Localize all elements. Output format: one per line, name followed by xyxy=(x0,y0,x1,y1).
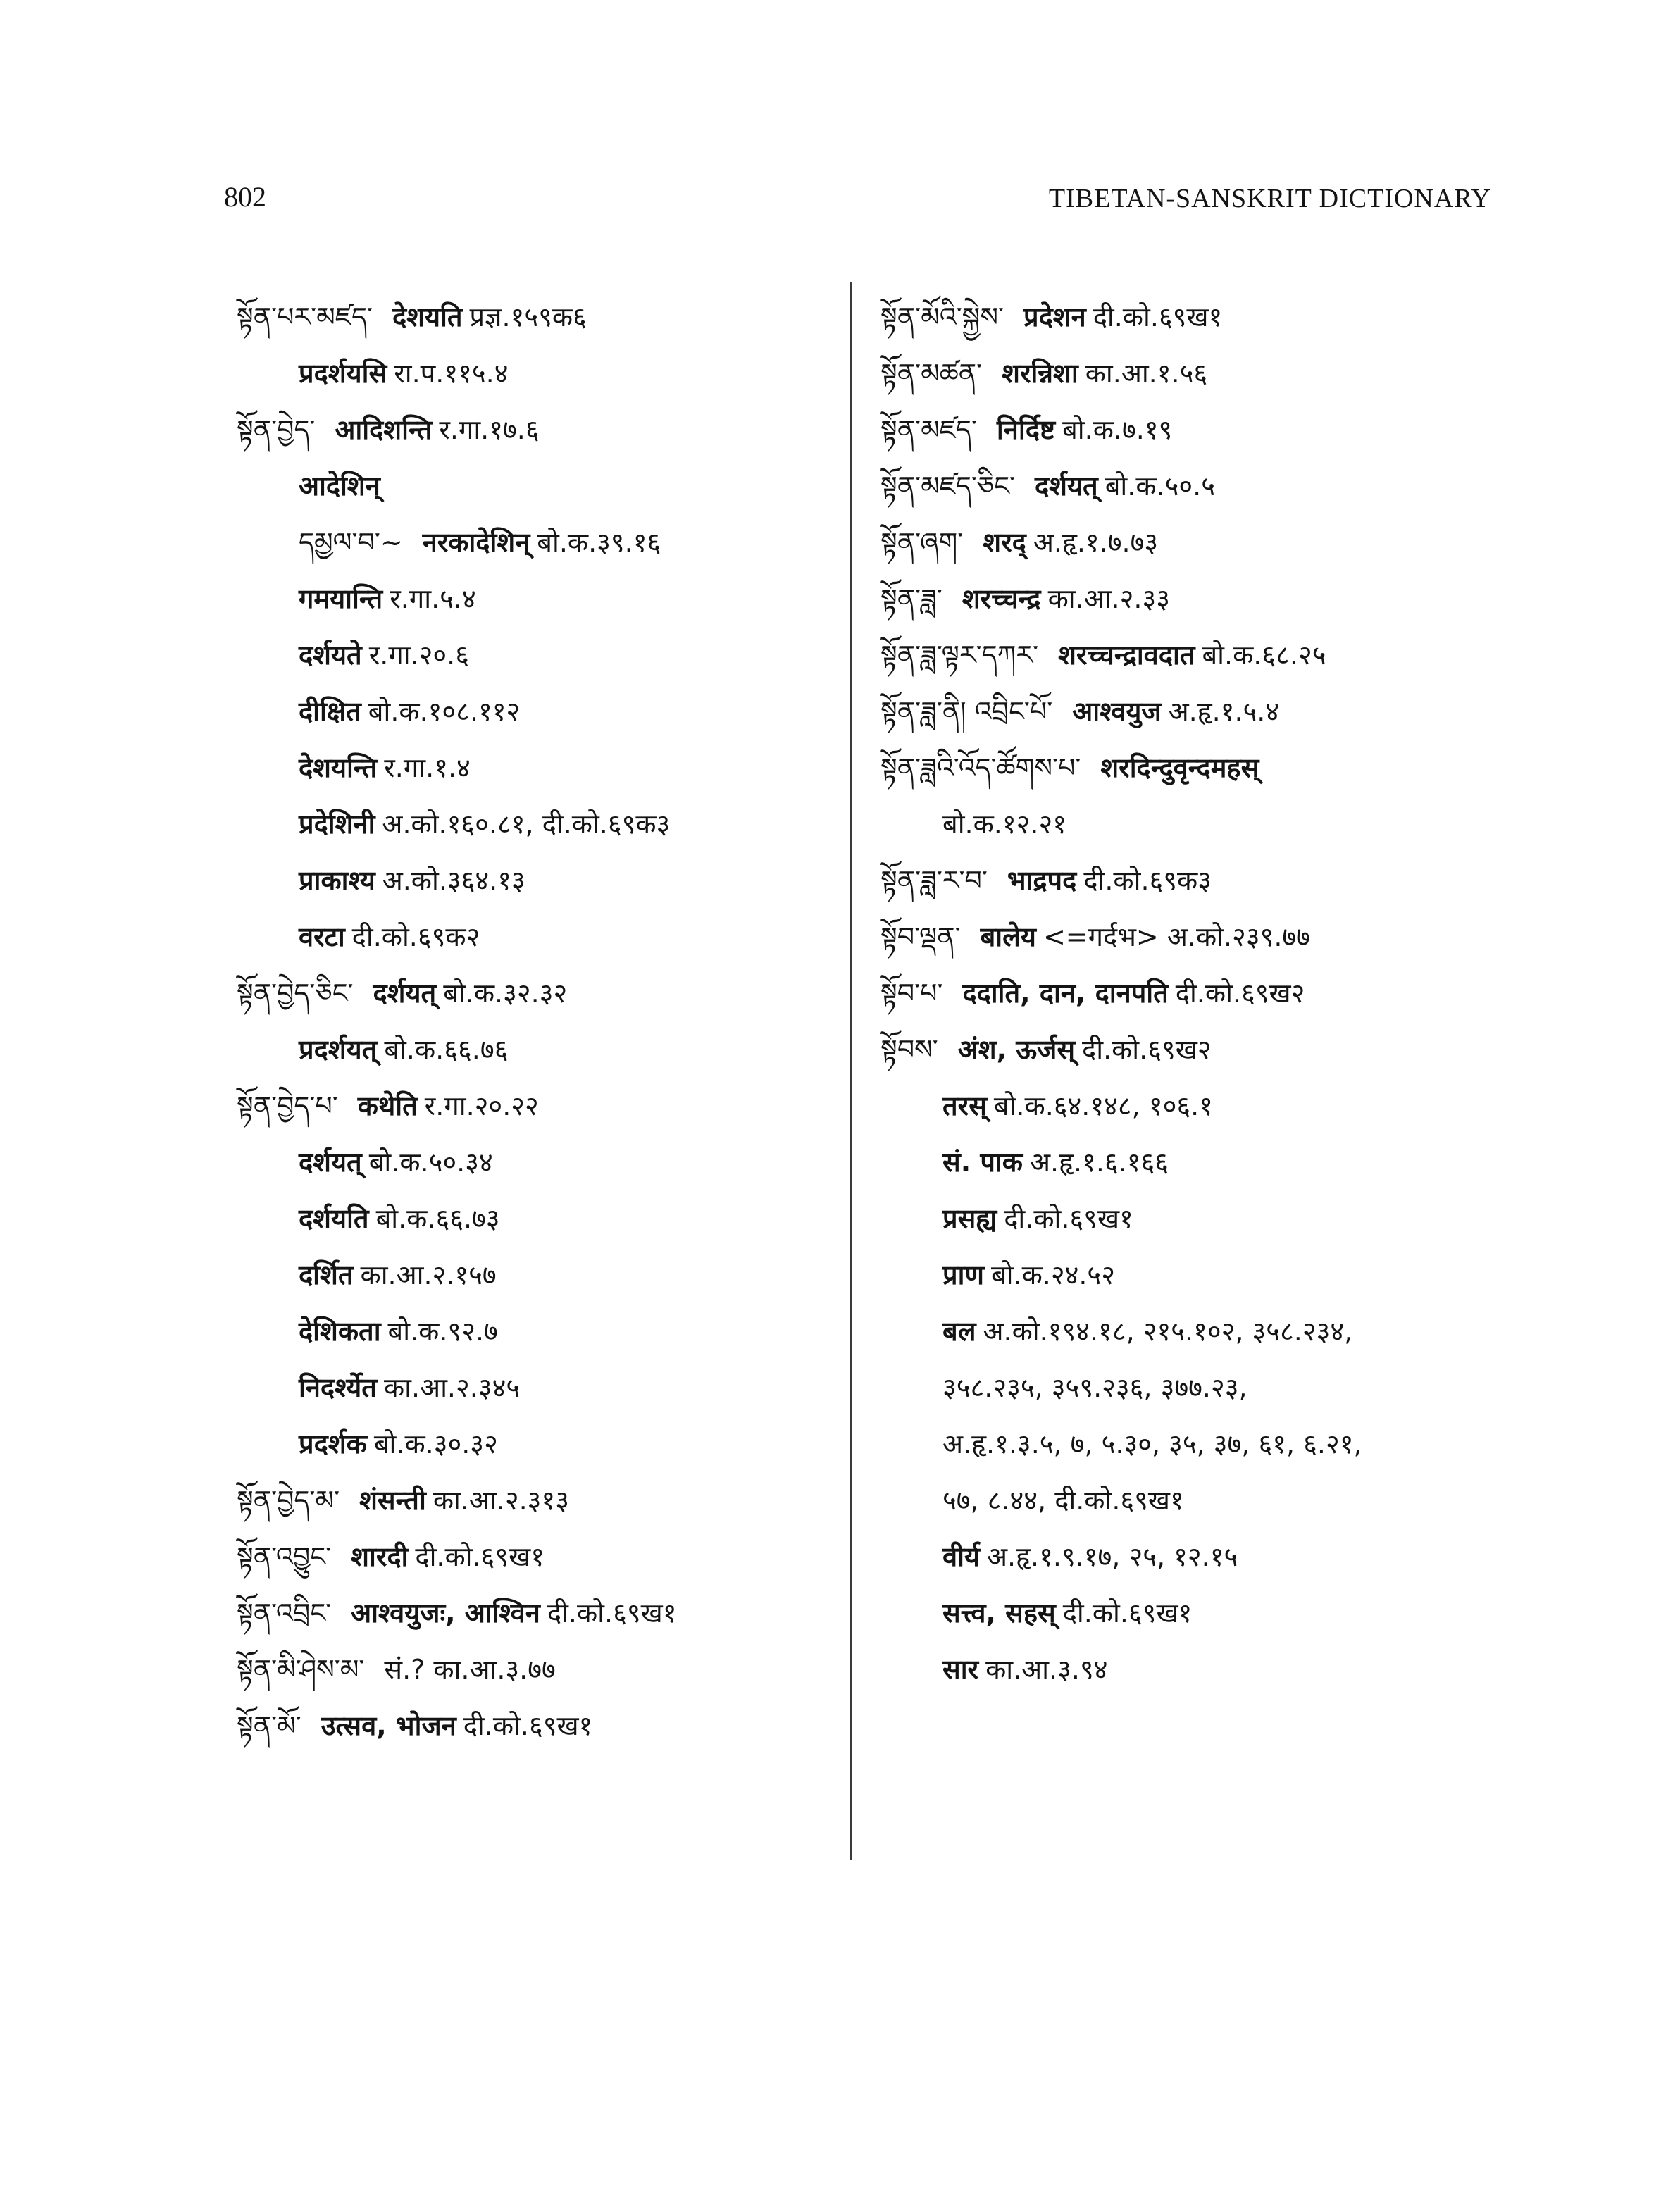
source-reference: दी.को.६९ख१ xyxy=(463,1710,593,1741)
dictionary-entry xyxy=(237,1359,842,1416)
tibetan-headword: སྟོན་བྱེད་ཅིང་ xyxy=(237,978,354,1009)
dictionary-entry xyxy=(237,965,842,1021)
source-reference: बो.क.६६.७६ xyxy=(384,1034,509,1065)
sanskrit-equivalent: प्रदेशन xyxy=(1023,301,1086,332)
tibetan-headword: སྟོན་མོའི་སྐྱེས་ xyxy=(881,301,1004,332)
tibetan-headword: སྟོན་འབྱུང་ xyxy=(237,1541,332,1572)
source-reference: र.गा.१७.६ xyxy=(439,414,540,445)
dictionary-entry xyxy=(881,289,1514,345)
dictionary-entry xyxy=(237,1641,842,1698)
dictionary-entry xyxy=(237,1529,842,1585)
source-reference: दी.को.६९ख१ xyxy=(1004,1203,1133,1234)
dictionary-entry xyxy=(237,796,842,852)
sanskrit-equivalent: सं. पाक xyxy=(942,1147,1023,1178)
dictionary-entry xyxy=(237,627,842,683)
sanskrit-equivalent: ददाति, दान, दानपति xyxy=(962,978,1169,1009)
running-title: TIBETAN-SANSKRIT DICTIONARY xyxy=(1048,184,1491,213)
source-reference: का.आ.२.३३ xyxy=(1047,583,1170,614)
source-reference: र.गा.५.४ xyxy=(390,583,476,614)
dictionary-entry xyxy=(881,965,1514,1021)
sanskrit-equivalent: दर्शयत् xyxy=(373,978,437,1009)
sanskrit-equivalent: प्रदर्शयत् xyxy=(299,1034,378,1065)
source-reference: <=गर्दभ> अ.को.२३९.७७ xyxy=(1043,921,1310,952)
dictionary-entry xyxy=(237,1416,842,1472)
sanskrit-equivalent: सार xyxy=(942,1654,979,1685)
sanskrit-equivalent: शारदी xyxy=(351,1541,409,1572)
dictionary-entry xyxy=(881,627,1514,683)
tibetan-headword: སྟོན་བྱེད་པ་ xyxy=(237,1090,338,1121)
dictionary-entry xyxy=(237,1134,842,1190)
source-reference: दी.को.६९ख१ xyxy=(547,1598,677,1629)
sanskrit-equivalent: दर्शयते xyxy=(299,640,362,671)
dictionary-entry xyxy=(237,852,842,909)
dictionary-entry xyxy=(881,1641,1514,1698)
sanskrit-equivalent: अंश, ऊर्जस् xyxy=(957,1034,1076,1065)
sanskrit-equivalent: बालेय xyxy=(980,921,1036,952)
sanskrit-equivalent: शरद् xyxy=(983,527,1026,558)
source-reference: रा.प.११५.४ xyxy=(394,358,509,389)
sanskrit-equivalent: प्रदेशिनी xyxy=(299,809,375,840)
tibetan-headword: སྟོབ་ལྡན་ xyxy=(881,921,961,952)
sanskrit-equivalent: आदेशिन् xyxy=(299,471,380,502)
sanskrit-equivalent: निर्दिष्ट xyxy=(996,414,1056,445)
tibetan-headword: སྟོན་ཟླ་ xyxy=(881,583,942,614)
dictionary-entry xyxy=(881,740,1514,796)
sanskrit-equivalent: देशयन्ति xyxy=(299,752,378,783)
dictionary-entry xyxy=(881,1190,1514,1247)
source-reference: अ.को.१६०.८१, दी.को.६९क३ xyxy=(382,809,671,840)
source-reference: का.आ.२.३४५ xyxy=(383,1372,521,1403)
source-reference: का.आ.३.९४ xyxy=(985,1654,1108,1685)
dictionary-entry xyxy=(881,1416,1514,1472)
sanskrit-equivalent: आश्वयुजः, आश्विन xyxy=(351,1598,540,1629)
dictionary-entry xyxy=(237,345,842,401)
source-reference: दी.को.६९क२ xyxy=(351,921,480,952)
source-reference: का.आ.२.३१३ xyxy=(433,1485,569,1516)
tibetan-headword: སྟོན་པར་མཛད་ xyxy=(237,301,373,332)
dictionary-entry xyxy=(881,1303,1514,1359)
column-divider xyxy=(850,282,852,1860)
source-reference: अ.हृ.१.५.४ xyxy=(1168,696,1280,727)
sanskrit-equivalent: दीक्षित xyxy=(299,696,361,727)
sanskrit-equivalent: नरकादेशिन् xyxy=(422,527,530,558)
sanskrit-equivalent: बल xyxy=(942,1316,976,1347)
tibetan-headword: སྟོན་ཟླ་ནི། འབྲིང་པོ་ xyxy=(881,696,1053,727)
sanskrit-equivalent: सत्त्व, सहस् xyxy=(942,1598,1056,1629)
source-reference: बो.क.६४.१४८, १०६.१ xyxy=(993,1090,1213,1121)
dictionary-entry xyxy=(881,401,1514,458)
sanskrit-equivalent: देशिकता xyxy=(299,1316,381,1347)
sanskrit-equivalent: शरन्निशा xyxy=(1002,358,1078,389)
sanskrit-equivalent: तरस् xyxy=(942,1090,987,1121)
source-reference: अ.को.१९४.१८, २१५.१०२, ३५८.२३४, xyxy=(983,1316,1353,1347)
sanskrit-equivalent: प्रदर्शयसि xyxy=(299,358,387,389)
source-reference: बो.क.३२.३२ xyxy=(443,978,568,1009)
tibetan-headword: སྟོབས་ xyxy=(881,1034,938,1065)
dictionary-entry xyxy=(237,1303,842,1359)
sanskrit-equivalent: दर्शित xyxy=(299,1259,354,1290)
tibetan-headword: སྟོན་མཚན་ xyxy=(881,358,983,389)
sanskrit-equivalent: शरदिन्दुवृन्दमहस् xyxy=(1100,752,1259,783)
sanskrit-equivalent: भाद्रपद xyxy=(1007,865,1077,896)
source-reference: दी.को.६९ख१ xyxy=(1062,1598,1193,1629)
source-reference: र.गा.२०.६ xyxy=(368,640,470,671)
source-reference: बो.क.६८.२५ xyxy=(1202,640,1326,671)
dictionary-entry xyxy=(881,345,1514,401)
dictionary-entry xyxy=(237,1190,842,1247)
sanskrit-equivalent: शरच्चन्द्रावदात xyxy=(1058,640,1195,671)
source-reference: दी.को.६९ख२ xyxy=(1175,978,1305,1009)
source-reference: का.आ.२.१५७ xyxy=(360,1259,497,1290)
left-column xyxy=(237,289,842,1754)
sanskrit-equivalent: आदिशन्ति xyxy=(335,414,433,445)
tibetan-headword: སྟོན་ཟླ་ལྟར་དཀར་ xyxy=(881,640,1039,671)
source-reference: र.गा.२०.२२ xyxy=(424,1090,539,1121)
sanskrit-equivalent: शंसन्ती xyxy=(359,1485,426,1516)
dictionary-entry xyxy=(237,1472,842,1529)
dictionary-entry xyxy=(237,514,842,571)
tibetan-headword: སྟོན་བྱེད་མ་ xyxy=(237,1485,340,1516)
tibetan-headword: སྟོན་མཛད་ xyxy=(881,414,977,445)
source-reference: का.आ.१.५६ xyxy=(1085,358,1208,389)
dictionary-entry xyxy=(881,1021,1514,1078)
source-reference: अ.हृ.१.९.१७, २५, १२.१५ xyxy=(987,1541,1238,1572)
tibetan-headword: སྟོན་མི་ཤེས་མ་ xyxy=(237,1654,365,1685)
dictionary-entry xyxy=(881,1078,1514,1134)
tibetan-headword: སྟོན་ཟླའི་འོད་ཚོགས་པ་ xyxy=(881,752,1081,783)
dictionary-entry xyxy=(881,571,1514,627)
dictionary-entry xyxy=(237,571,842,627)
source-reference: बो.क.७.१९ xyxy=(1062,414,1173,445)
tibetan-headword: སྟོན་བྱེད་ xyxy=(237,414,316,445)
sanskrit-equivalent: दर्शयति xyxy=(299,1203,369,1234)
dictionary-entry xyxy=(881,1247,1514,1303)
dictionary-entry xyxy=(881,796,1514,852)
source-reference: दी.को.६९ख१ xyxy=(415,1541,545,1572)
source-reference: बो.क.३०.३२ xyxy=(373,1428,498,1459)
dictionary-entry xyxy=(237,1247,842,1303)
source-reference: बो.क.५०.३४ xyxy=(368,1147,493,1178)
source-reference: बो.क.२४.५२ xyxy=(990,1259,1115,1290)
source-reference: ५७, ८.४४, दी.को.६९ख१ xyxy=(942,1485,1184,1516)
tibetan-headword: སྟོན་ཞག་ xyxy=(881,527,964,558)
dictionary-entry xyxy=(881,458,1514,514)
source-reference: प्रज्ञ.१५९क६ xyxy=(469,301,587,332)
source-reference: दी.को.६९ख१ xyxy=(1093,301,1223,332)
tibetan-headword: སྟོན་ཟླ་ར་བ་ xyxy=(881,865,988,896)
sanskrit-equivalent: प्राकाश्य xyxy=(299,865,375,896)
dictionary-entry xyxy=(237,1021,842,1078)
source-reference: बो.क.३९.१६ xyxy=(537,527,661,558)
tibetan-headword: དམྱལ་བ་~ xyxy=(299,527,403,558)
tibetan-headword: སྟོན་མཛད་ཅིང་ xyxy=(881,471,1015,502)
sanskrit-equivalent: दर्शयत् xyxy=(1035,471,1098,502)
dictionary-entry xyxy=(881,1134,1514,1190)
sanskrit-equivalent: वीर्य xyxy=(942,1541,981,1572)
dictionary-entry xyxy=(237,1585,842,1641)
sanskrit-equivalent: वरटा xyxy=(299,921,345,952)
sanskrit-equivalent: निदर्श्येत xyxy=(299,1372,377,1403)
source-reference: अ.को.३६४.१३ xyxy=(382,865,525,896)
right-column xyxy=(881,289,1514,1698)
dictionary-entry xyxy=(881,683,1514,740)
sanskrit-equivalent: शरच्चन्द्र xyxy=(962,583,1041,614)
source-reference: बो.क.१२.२१ xyxy=(942,809,1067,840)
source-reference: अ.हृ.१.३.५, ७, ५.३०, ३५, ३७, ६१, ६.२१, xyxy=(942,1428,1362,1459)
dictionary-entry xyxy=(237,909,842,965)
sanskrit-equivalent: कथेति xyxy=(357,1090,418,1121)
tibetan-headword: སྟོབ་པ་ xyxy=(881,978,943,1009)
source-reference: दी.को.६९क३ xyxy=(1083,865,1212,896)
dictionary-entry xyxy=(881,1529,1514,1585)
dictionary-entry xyxy=(237,401,842,458)
dictionary-entry xyxy=(237,458,842,514)
source-reference: सं.? का.आ.३.७७ xyxy=(384,1654,556,1685)
dictionary-entry xyxy=(881,1472,1514,1529)
source-reference: अ.हृ.१.७.७३ xyxy=(1033,527,1159,558)
dictionary-entry xyxy=(881,909,1514,965)
dictionary-entry xyxy=(881,1359,1514,1416)
dictionary-entry xyxy=(237,1078,842,1134)
source-reference: बो.क.१०८.११२ xyxy=(368,696,521,727)
source-reference: बो.क.५०.५ xyxy=(1105,471,1215,502)
tibetan-headword: སྟོན་མོ་ xyxy=(237,1710,301,1741)
dictionary-entry xyxy=(881,852,1514,909)
source-reference: ३५८.२३५, ३५९.२३६, ३७७.२३, xyxy=(942,1372,1247,1403)
sanskrit-equivalent: दर्शयत् xyxy=(299,1147,362,1178)
sanskrit-equivalent: प्राण xyxy=(942,1259,984,1290)
sanskrit-equivalent: गमयान्ति xyxy=(299,583,383,614)
page-header xyxy=(0,180,1680,223)
source-reference: अ.हृ.१.६.१६६ xyxy=(1029,1147,1169,1178)
sanskrit-equivalent: प्रसह्य xyxy=(942,1203,997,1234)
source-reference: दी.को.६९ख२ xyxy=(1082,1034,1212,1065)
sanskrit-equivalent: उत्सव, भोजन xyxy=(321,1710,456,1741)
dictionary-entry xyxy=(237,683,842,740)
source-reference: बो.क.६६.७३ xyxy=(375,1203,500,1234)
source-reference: बो.क.९२.७ xyxy=(387,1316,498,1347)
tibetan-headword: སྟོན་འབྲིང་ xyxy=(237,1598,332,1629)
sanskrit-equivalent: प्रदर्शक xyxy=(299,1428,367,1459)
sanskrit-equivalent: देशयति xyxy=(392,301,463,332)
dictionary-entry xyxy=(237,289,842,345)
sanskrit-equivalent: आश्वयुज xyxy=(1072,696,1162,727)
dictionary-entry xyxy=(237,740,842,796)
page-number: 802 xyxy=(224,181,266,213)
source-reference: र.गा.१.४ xyxy=(384,752,471,783)
dictionary-entry xyxy=(237,1698,842,1754)
dictionary-entry xyxy=(881,1585,1514,1641)
dictionary-entry xyxy=(881,514,1514,571)
